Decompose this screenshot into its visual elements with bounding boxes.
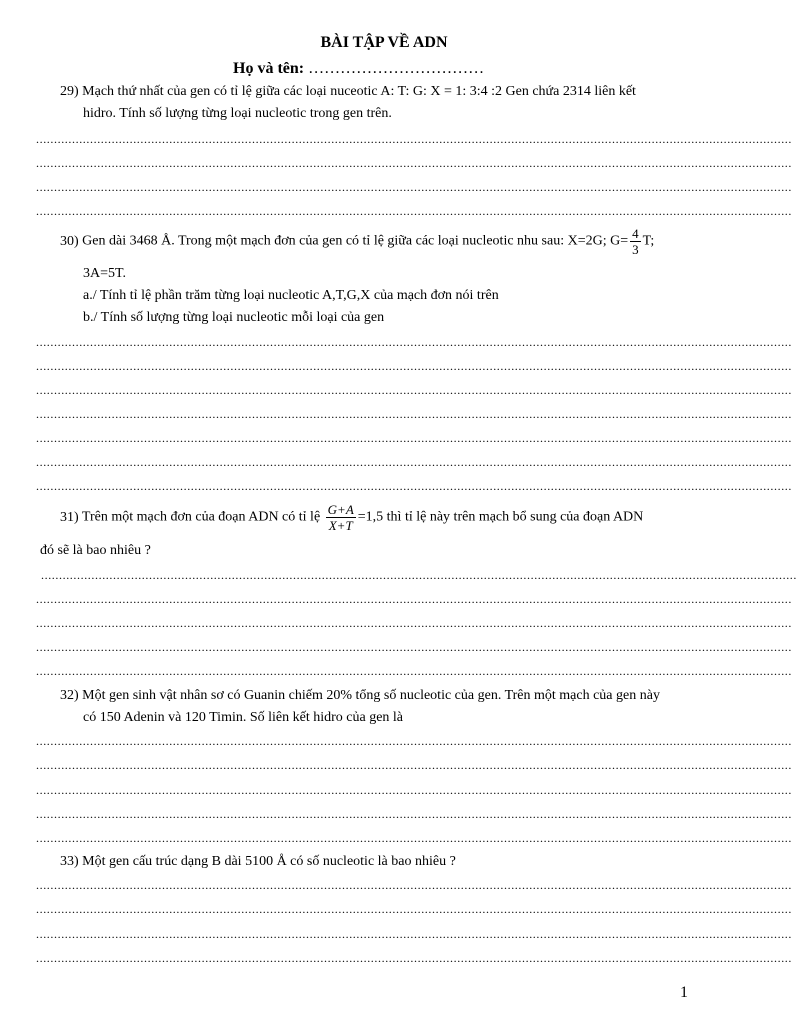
- answer-line: ..................................................................................................................................................................................................................: [36, 204, 792, 218]
- question-32: [60, 688, 660, 704]
- question-30: [60, 226, 654, 257]
- answer-line: ..................................................................................................................................................................................................................: [36, 407, 792, 421]
- question-text-line: Một gen cấu trúc dạng B dài 5100 Å có số nucleotic là bao nhiêu ?: [82, 854, 456, 869]
- question-number: 32): [60, 688, 79, 703]
- answer-line: ..................................................................................................................................................................................................................: [36, 902, 792, 916]
- question-text-line: Gen dài 3468 Å. Trong một mạch đơn của gen có tỉ lệ giữa các loại nucleotic nhu sau: X=2G; G=: [82, 233, 629, 249]
- name-blank: ……………………………: [308, 60, 485, 77]
- fraction-denominator: X+T: [328, 518, 353, 533]
- page-number: 1: [680, 984, 688, 1001]
- question-text-suffix: T;: [642, 233, 655, 249]
- answer-line: ..................................................................................................................................................................................................................: [36, 132, 792, 146]
- answer-line: ..................................................................................................................................................................................................................: [41, 568, 797, 582]
- answer-line: ..................................................................................................................................................................................................................: [36, 640, 792, 654]
- fraction-denominator: 3: [632, 242, 639, 257]
- question-30-line2: 3A=5T.: [83, 266, 127, 281]
- question-32-line2: có 150 Adenin và 120 Timin. Số liên kết hidro của gen là: [83, 710, 404, 725]
- sub-question-b: b./ Tính số lượng từng loại nucleotic mỗi loại của gen: [83, 310, 385, 325]
- question-29-line2: hidro. Tính số lượng từng loại nucleotic trong gen trên.: [83, 106, 392, 121]
- answer-line: ..................................................................................................................................................................................................................: [36, 359, 792, 373]
- answer-line: ..................................................................................................................................................................................................................: [36, 831, 792, 845]
- question-31: [60, 502, 643, 533]
- answer-line: ..................................................................................................................................................................................................................: [36, 383, 792, 397]
- question-number: 29): [60, 84, 79, 99]
- answer-line: ..................................................................................................................................................................................................................: [36, 592, 792, 606]
- question-number: 33): [60, 854, 79, 869]
- question-33: [60, 854, 456, 870]
- question-number: 31): [60, 509, 79, 525]
- answer-line: ..................................................................................................................................................................................................................: [36, 951, 792, 965]
- answer-line: ..................................................................................................................................................................................................................: [36, 335, 792, 349]
- answer-line: ..................................................................................................................................................................................................................: [36, 664, 792, 678]
- answer-line: ..................................................................................................................................................................................................................: [36, 878, 792, 892]
- answer-line: ..................................................................................................................................................................................................................: [36, 758, 792, 772]
- question-text-line: Mạch thứ nhất của gen có tỉ lệ giữa các loại nuceotic A: T: G: X = 1: 3:4 :2 Gen chứa 2314 liên kết: [82, 84, 636, 99]
- sub-question-a: a./ Tính tỉ lệ phần trăm từng loại nucleotic A,T,G,X của mạch đơn nói trên: [83, 288, 499, 303]
- question-29: [60, 84, 636, 100]
- worksheet-title: BÀI TẬP VỀ ADN: [320, 34, 448, 51]
- fraction-four-thirds: [630, 226, 641, 257]
- answer-line: ..................................................................................................................................................................................................................: [36, 734, 792, 748]
- fraction-numerator: 4: [632, 226, 639, 241]
- name-field: [233, 60, 484, 78]
- question-text-line: Một gen sinh vật nhân sơ có Guanin chiếm 20% tổng số nucleotic của gen. Trên một mạch của gen này: [82, 688, 660, 703]
- answer-line: ..................................................................................................................................................................................................................: [36, 807, 792, 821]
- answer-line: ..................................................................................................................................................................................................................: [36, 455, 792, 469]
- name-label: Họ và tên:: [233, 60, 305, 77]
- question-text-line: Trên một mạch đơn của đoạn ADN có tỉ lệ: [81, 509, 321, 525]
- answer-line: ..................................................................................................................................................................................................................: [36, 156, 792, 170]
- question-31-line2: đó sẽ là bao nhiêu ?: [40, 543, 151, 558]
- fraction-numerator: G+A: [327, 502, 354, 517]
- answer-line: ..................................................................................................................................................................................................................: [36, 479, 792, 493]
- answer-line: ..................................................................................................................................................................................................................: [36, 616, 792, 630]
- question-number: 30): [60, 233, 79, 249]
- answer-line: ..................................................................................................................................................................................................................: [36, 927, 792, 941]
- question-text-suffix: thì tỉ lệ này trên mạch bổ sung của đoạn ADN: [386, 509, 644, 525]
- fraction-ratio: [326, 502, 356, 533]
- answer-line: ..................................................................................................................................................................................................................: [36, 180, 792, 194]
- ratio-value: =1,5: [357, 509, 384, 525]
- answer-line: ..................................................................................................................................................................................................................: [36, 431, 792, 445]
- answer-line: ..................................................................................................................................................................................................................: [36, 783, 792, 797]
